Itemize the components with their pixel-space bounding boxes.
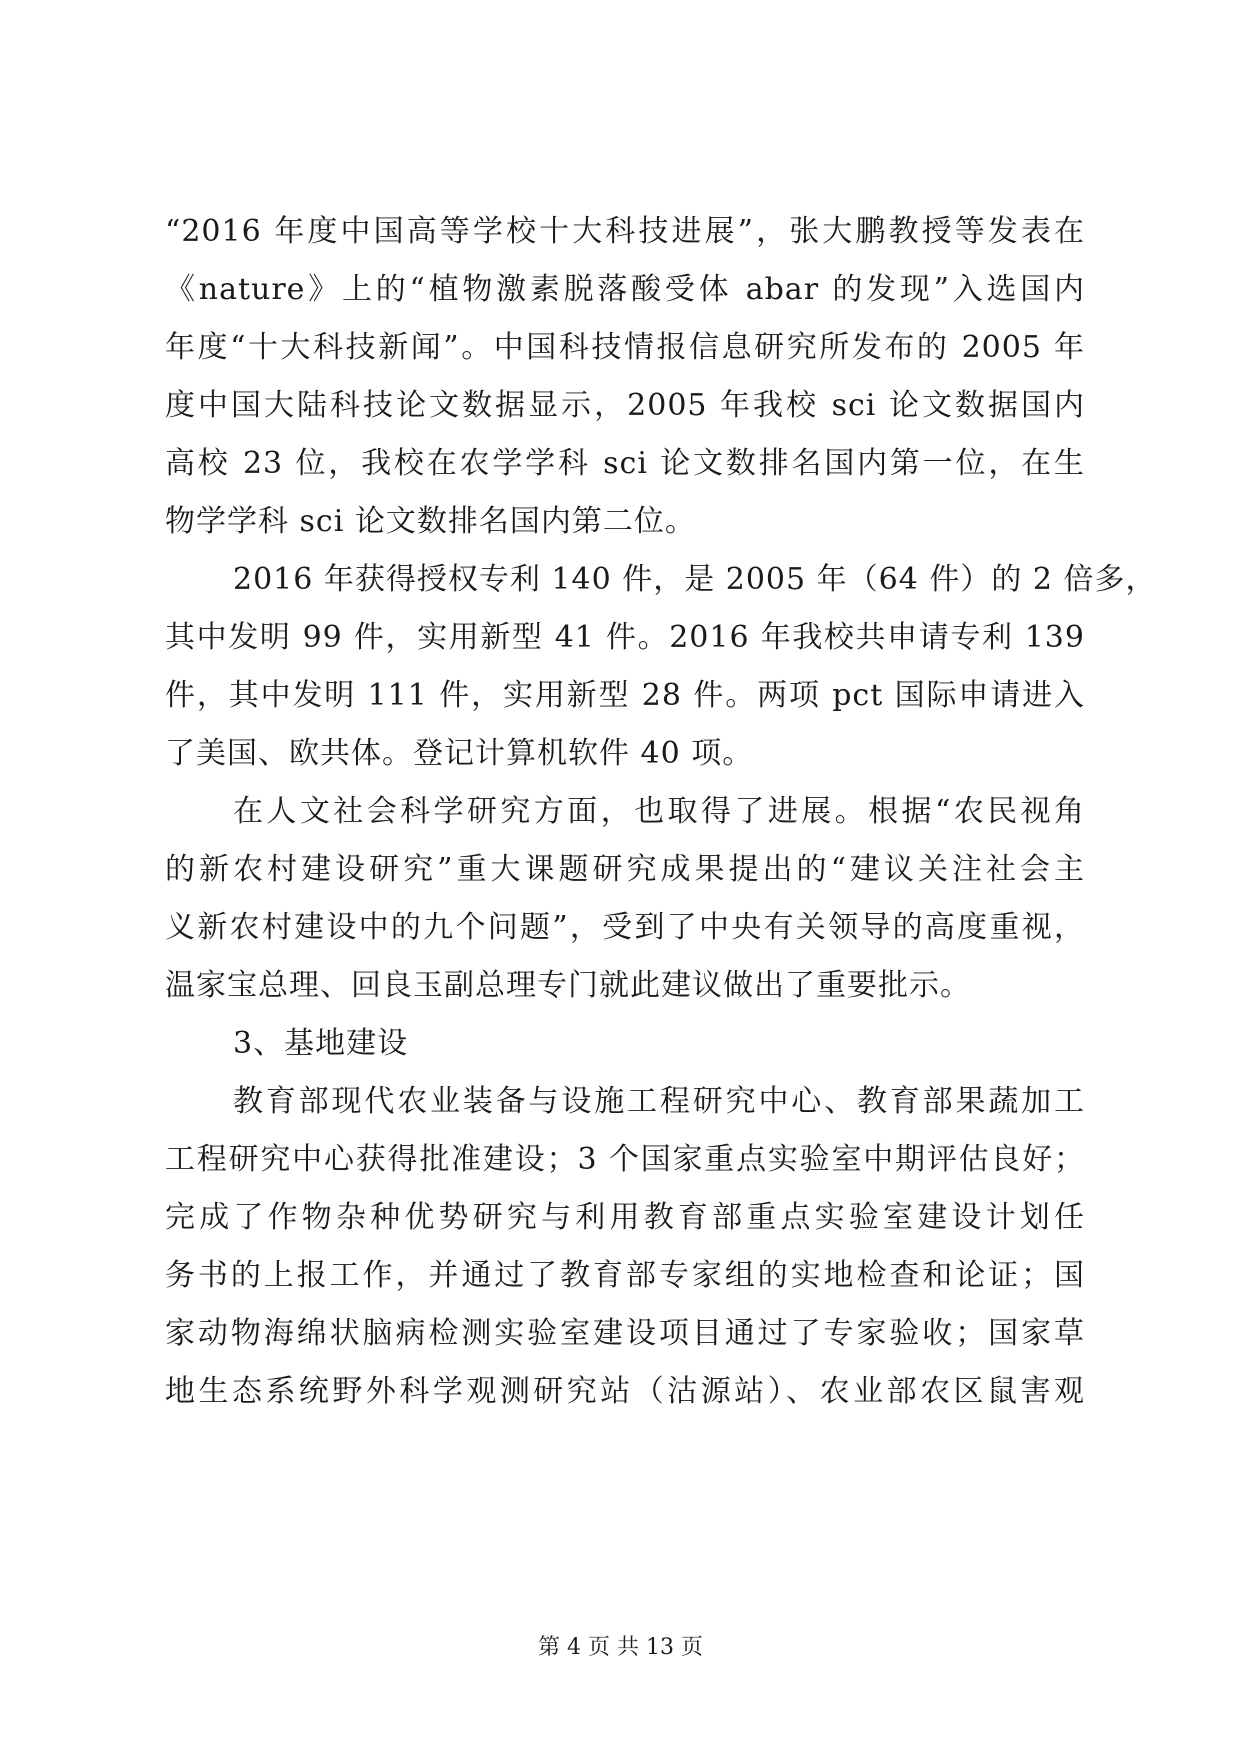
section-heading: 3、基地建设 <box>233 1026 409 1061</box>
text-line: 度中国大陆科技论文数据显示，2005 年我校 sci 论文数据国内 <box>165 388 1085 423</box>
text-line: 完成了作物杂种优势研究与利用教育部重点实验室建设计划任 <box>165 1200 1085 1235</box>
text-line: 教育部现代农业装备与设施工程研究中心、教育部果蔬加工 <box>233 1084 1085 1119</box>
text-line: 家动物海绵状脑病检测实验室建设项目通过了专家验收；国家草 <box>165 1316 1085 1351</box>
text-line: 件，其中发明 111 件，实用新型 28 件。两项 pct 国际申请进入 <box>165 678 1085 713</box>
text-line: 务书的上报工作，并通过了教育部专家组的实地检查和论证；国 <box>165 1258 1085 1293</box>
text-line: 温家宝总理、回良玉副总理专门就此建议做出了重要批示。 <box>165 968 971 1003</box>
text-line: 了美国、欧共体。登记计算机软件 40 项。 <box>165 736 754 771</box>
text-line: 其中发明 99 件，实用新型 41 件。2016 年我校共申请专利 139 <box>165 620 1085 655</box>
text-line: 的新农村建设研究”重大课题研究成果提出的“建议关注社会主 <box>165 852 1085 887</box>
page-number-footer: 第 4 页 共 13 页 <box>538 1635 703 1660</box>
text-line: 《nature》上的“植物激素脱落酸受体 abar 的发现”入选国内 <box>165 272 1085 307</box>
text-line: 工程研究中心获得批准建设；3 个国家重点实验室中期评估良好； <box>165 1142 1085 1177</box>
text-line: 年度“十大科技新闻”。中国科技情报信息研究所发布的 2005 年 <box>165 330 1085 365</box>
text-line: 在人文社会科学研究方面，也取得了进展。根据“农民视角 <box>233 794 1085 829</box>
text-line: 物学学科 sci 论文数排名国内第二位。 <box>165 504 696 539</box>
text-line: 义新农村建设中的九个问题”，受到了中央有关领导的高度重视， <box>165 910 1085 945</box>
text-line: 高校 23 位，我校在农学学科 sci 论文数排名国内第一位，在生 <box>165 446 1085 481</box>
text-line: 2016 年获得授权专利 140 件，是 2005 年（64 件）的 2 倍多， <box>233 562 1157 597</box>
text-line: 地生态系统野外科学观测研究站（沽源站）、农业部农区鼠害观 <box>165 1374 1085 1409</box>
text-line: “2016 年度中国高等学校十大科技进展”，张大鹏教授等发表在 <box>165 214 1085 249</box>
